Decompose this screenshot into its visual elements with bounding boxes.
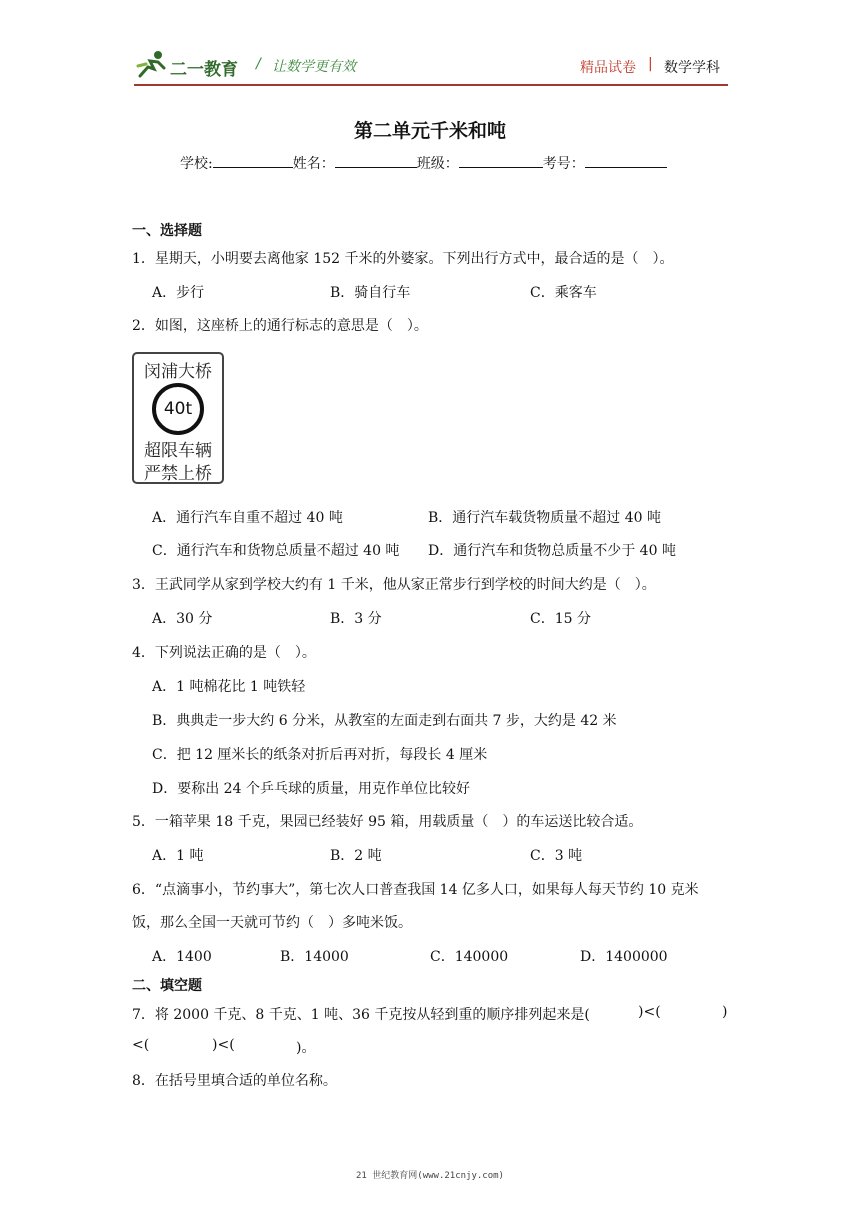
section-heading-choice: 一、选择题 xyxy=(132,223,202,239)
q2-option-d[interactable]: D．通行汽车和货物总质量不少于 40 吨 xyxy=(428,543,676,559)
question-3: 3．王武同学从家到学校大约有 1 千米，他从家正常步行到学校的时间大约是（ ）。 xyxy=(132,577,656,593)
bridge-weight-limit-sign xyxy=(132,352,224,484)
sign-limit-circle: 40t xyxy=(152,383,204,435)
exam-no-field[interactable] xyxy=(585,153,667,168)
q3-option-c[interactable]: C．15 分 xyxy=(530,611,591,627)
q7-blank-1[interactable]: )<( xyxy=(638,1004,661,1020)
question-7-line-1: 7．将 2000 千克、8 千克、1 吨、36 千克按从轻到重的顺序排列起来是( xyxy=(132,1007,590,1023)
school-label: 学校: xyxy=(180,156,213,172)
q4-option-c[interactable]: C．把 12 厘米长的纸条对折后再对折，每段长 4 厘米 xyxy=(152,747,488,763)
section-heading-fill: 二、填空题 xyxy=(132,978,202,994)
q2-option-a[interactable]: A．通行汽车自重不超过 40 吨 xyxy=(152,510,343,526)
header-rule xyxy=(134,84,728,86)
question-4: 4．下列说法正确的是（ ）。 xyxy=(132,645,316,661)
exam-no-label: 考号： xyxy=(542,156,585,172)
question-1: 1．星期天，小明要去离他家 152 千米的外婆家。下列出行方式中，最合适的是（ ）。 xyxy=(132,251,674,267)
student-info-line xyxy=(180,153,667,173)
header-label-subject: 数学学科 xyxy=(664,60,720,76)
school-field[interactable] xyxy=(213,153,293,168)
sign-line-2: 严禁上桥 xyxy=(144,464,212,484)
q4-option-b[interactable]: B．典典走一步大约 6 分米，从教室的左面走到右面共 7 步，大约是 42 米 xyxy=(152,713,617,729)
name-field[interactable] xyxy=(335,153,417,168)
class-label: 班级： xyxy=(416,156,459,172)
q3-option-a[interactable]: A．30 分 xyxy=(152,611,213,627)
q7-blank-2-end[interactable]: ) xyxy=(722,1004,728,1020)
question-6-line-2: 饭，那么全国一天就可节约（ ）多吨米饭。 xyxy=(132,915,412,931)
q6-option-d[interactable]: D．1400000 xyxy=(580,949,668,965)
q7-blank-3[interactable]: )<( xyxy=(212,1037,235,1053)
runner-logo-icon xyxy=(136,50,168,78)
q4-option-a[interactable]: A．1 吨棉花比 1 吨铁轻 xyxy=(152,679,306,695)
question-2: 2．如图，这座桥上的通行标志的意思是（ ）。 xyxy=(132,318,428,334)
question-8: 8．在括号里填合适的单位名称。 xyxy=(132,1073,337,1089)
q5-option-c[interactable]: C．3 吨 xyxy=(530,848,583,864)
slogan-separator: / xyxy=(256,56,261,72)
q1-option-b[interactable]: B．骑自行车 xyxy=(330,285,411,301)
class-field[interactable] xyxy=(459,153,543,168)
q2-option-b[interactable]: B．通行汽车载货物质量不超过 40 吨 xyxy=(428,510,662,526)
slogan: 让数学更有效 xyxy=(272,59,356,75)
sign-line-1: 超限车辆 xyxy=(144,441,212,461)
page-title: 第二单元千米和吨 xyxy=(353,120,506,142)
q6-option-c[interactable]: C．140000 xyxy=(430,949,509,965)
question-7-line-2-start: <( xyxy=(132,1037,150,1053)
q7-blank-4-end[interactable]: )。 xyxy=(296,1040,316,1056)
q1-option-c[interactable]: C．乘客车 xyxy=(530,285,597,301)
header-label-exam: 精品试卷 xyxy=(580,60,636,76)
q5-option-b[interactable]: B．2 吨 xyxy=(330,848,382,864)
name-label: 姓名： xyxy=(292,156,335,172)
q2-option-c[interactable]: C．通行汽车和货物总质量不超过 40 吨 xyxy=(152,543,400,559)
question-6-line-1: 6．“点滴事小，节约事大”，第七次人口普查我国 14 亿多人口，如果每人每天节约 10 克米 xyxy=(132,882,699,898)
question-5: 5．一箱苹果 18 千克，果园已经装好 95 箱，用载质量（ ）的车运送比较合适。 xyxy=(132,814,643,830)
footer-source: 21 世纪教育网(www.21cnjy.com) xyxy=(356,1171,504,1181)
q3-option-b[interactable]: B．3 分 xyxy=(330,611,382,627)
sign-bridge-name: 闵浦大桥 xyxy=(144,362,212,382)
q5-option-a[interactable]: A．1 吨 xyxy=(152,848,204,864)
q6-option-a[interactable]: A．1400 xyxy=(152,949,212,965)
logo-text: 二一教育 xyxy=(170,60,238,80)
q1-option-a[interactable]: A．步行 xyxy=(152,285,205,301)
q4-option-d[interactable]: D．要称出 24 个乒乓球的质量，用克作单位比较好 xyxy=(152,781,470,797)
header-separator: | xyxy=(648,56,653,72)
q6-option-b[interactable]: B．14000 xyxy=(280,949,349,965)
